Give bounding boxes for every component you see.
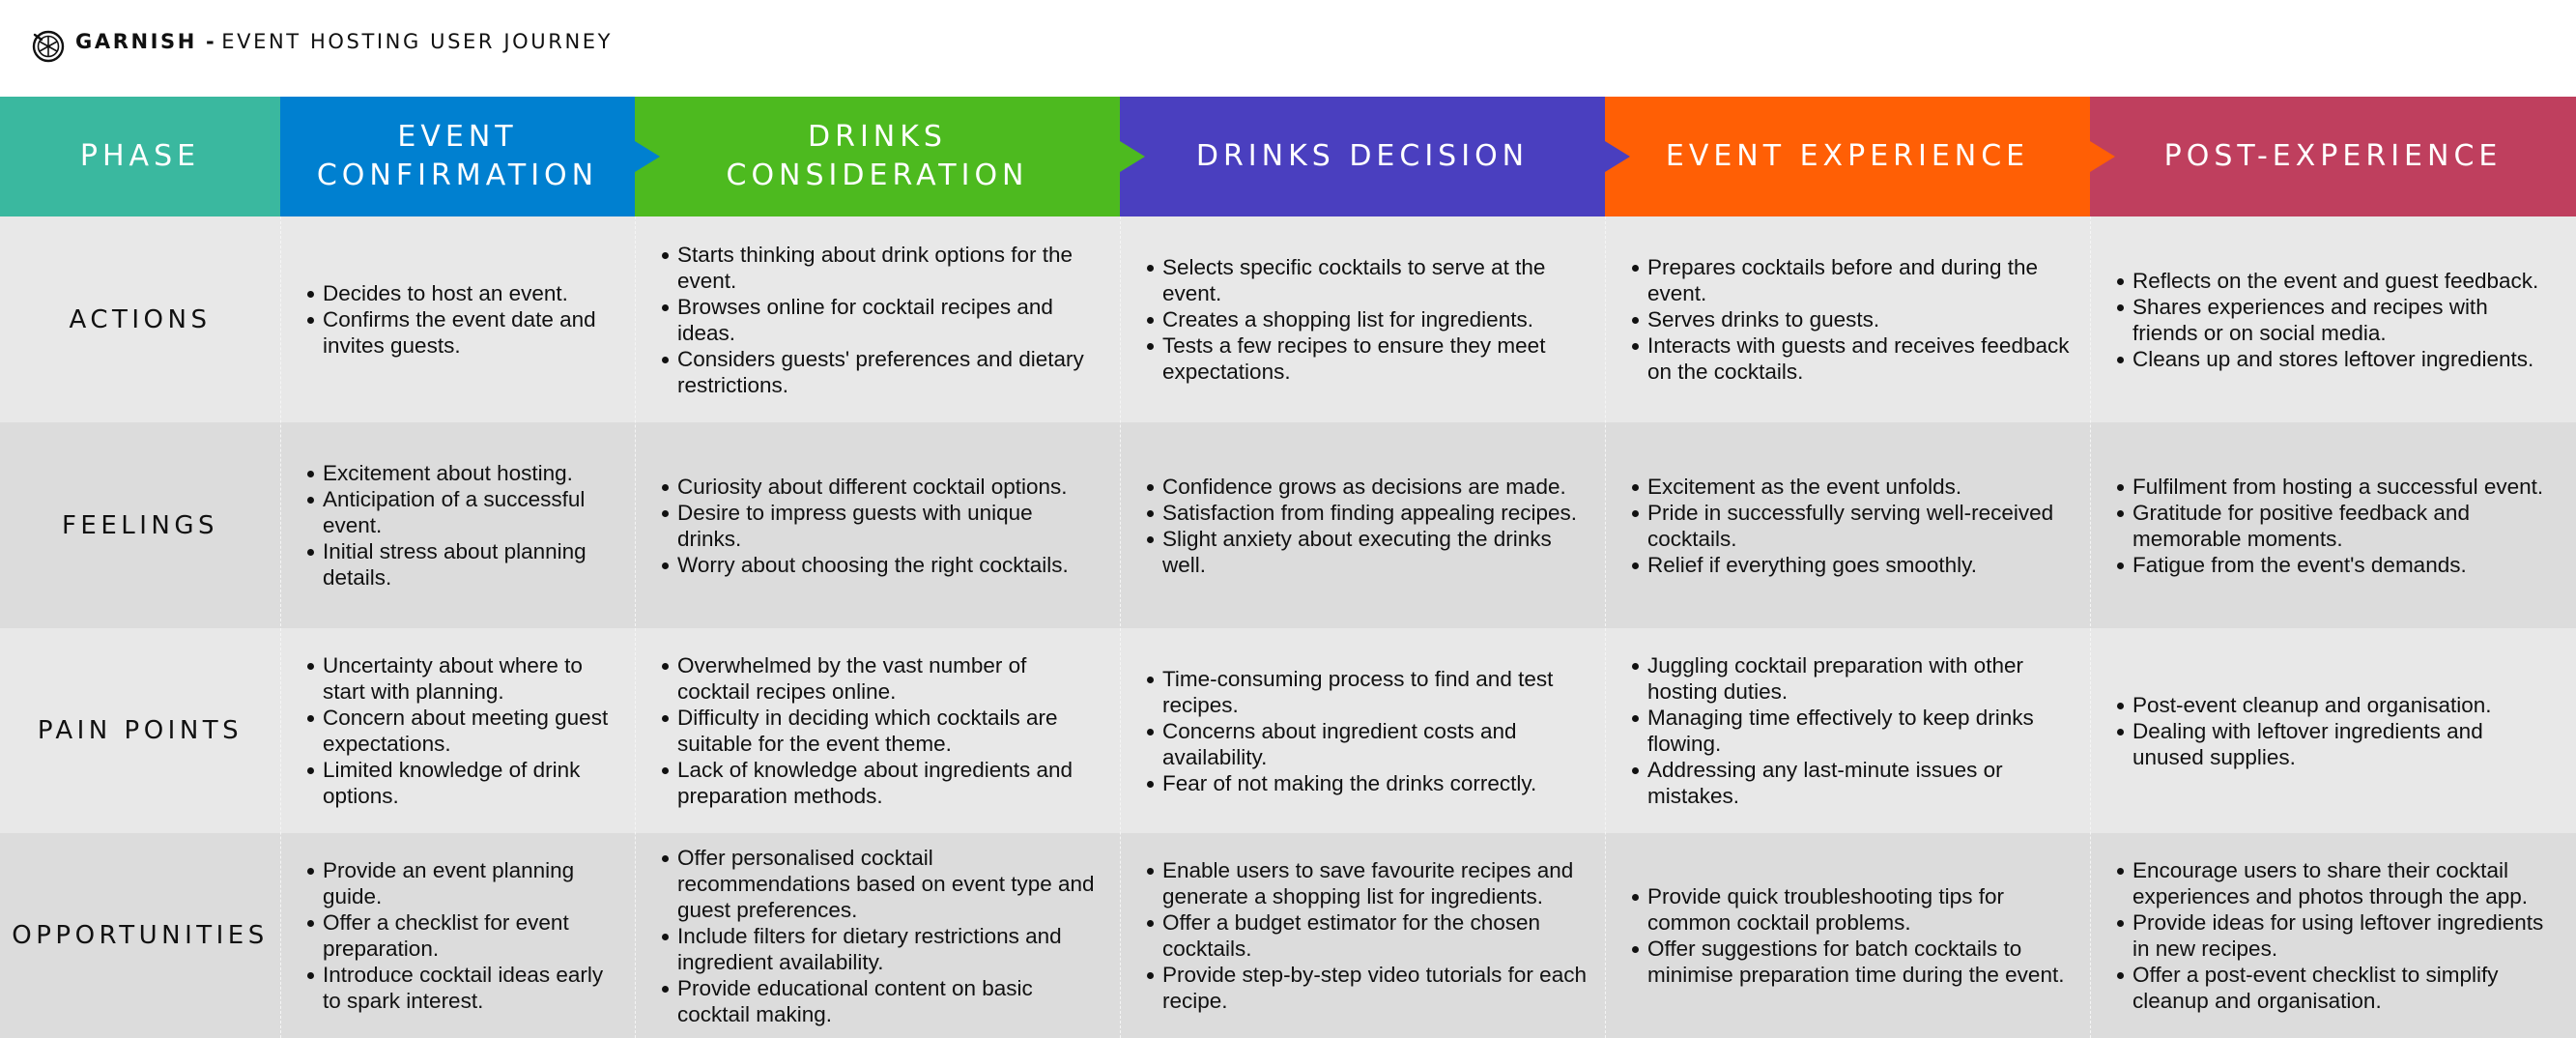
journey-cell: [280, 628, 635, 833]
list-item: Difficulty in deciding which cocktails are suitable for the event theme.: [658, 705, 1102, 757]
list-item: Excitement as the event unfolds.: [1628, 474, 2073, 500]
list-item: Limited knowledge of drink options.: [303, 757, 617, 809]
phase-header: PHASE: [0, 97, 280, 216]
list-item: Provide quick troubleshooting tips for common cocktail problems.: [1628, 883, 2073, 936]
row-label: PAIN POINTS: [37, 716, 243, 745]
list-item: Include filters for dietary restrictions and ingredient availability.: [658, 923, 1102, 975]
list-item: Considers guests' preferences and dietary restrictions.: [658, 346, 1102, 398]
row-label: OPPORTUNITIES: [12, 921, 269, 950]
list-item: Offer a checklist for event preparation.: [303, 909, 617, 962]
brand-name: GARNISH: [75, 30, 197, 53]
journey-cell: [1605, 833, 2090, 1038]
bullet-list: [2113, 474, 2559, 578]
list-item: Initial stress about planning details.: [303, 538, 617, 591]
bullet-list: [303, 652, 617, 809]
list-item: Desire to impress guests with unique drinks.: [658, 500, 1102, 552]
list-item: Reflects on the event and guest feedback.: [2113, 268, 2559, 294]
bullet-list: [1628, 254, 2073, 385]
bullet-list: [1143, 857, 1588, 1014]
journey-cell: [635, 628, 1120, 833]
list-item: Juggling cocktail preparation with other hosting duties.: [1628, 652, 2073, 705]
journey-cell: [1605, 422, 2090, 628]
phase-header-5: POST-EXPERIENCE: [2090, 97, 2576, 216]
journey-cell: [280, 216, 635, 422]
column-divider: [280, 216, 281, 1038]
list-item: Fear of not making the drinks correctly.: [1143, 770, 1588, 796]
list-item: Confirms the event date and invites guests.: [303, 306, 617, 359]
list-item: Concern about meeting guest expectations.: [303, 705, 617, 757]
bullet-list: [658, 242, 1102, 398]
journey-cell: [635, 833, 1120, 1038]
column-divider: [635, 216, 636, 1038]
phase-arrow-icon: [635, 141, 660, 172]
list-item: Provide educational content on basic cocktail making.: [658, 975, 1102, 1027]
bullet-list: [1628, 883, 2073, 988]
bullet-list: [2113, 268, 2559, 372]
row-label: ACTIONS: [69, 304, 212, 334]
phase-header-3: DRINKS DECISION: [1120, 97, 1605, 216]
list-item: Interacts with guests and receives feedback on the cocktails.: [1628, 332, 2073, 385]
phase-arrow-icon: [1120, 141, 1145, 172]
list-item: Encourage users to share their cocktail experiences and photos through the app.: [2113, 857, 2559, 909]
journey-cell: [635, 422, 1120, 628]
page-title: [75, 30, 613, 53]
list-item: Provide an event planning guide.: [303, 857, 617, 909]
bullet-list: [1143, 254, 1588, 385]
list-item: Offer personalised cocktail recommendations based on event type and guest preferences.: [658, 845, 1102, 923]
list-item: Gratitude for positive feedback and memorable moments.: [2113, 500, 2559, 552]
bullet-list: [1143, 474, 1588, 578]
journey-cell: [1120, 422, 1605, 628]
journey-cell: [2090, 216, 2576, 422]
list-item: Provide step-by-step video tutorials for each recipe.: [1143, 962, 1588, 1014]
list-item: Fulfilment from hosting a successful event.: [2113, 474, 2559, 500]
list-item: Anticipation of a successful event.: [303, 486, 617, 538]
bullet-list: [658, 474, 1102, 578]
list-item: Shares experiences and recipes with friends or on social media.: [2113, 294, 2559, 346]
bullet-list: [1628, 652, 2073, 809]
phase-header-4: EVENT EXPERIENCE: [1605, 97, 2090, 216]
list-item: Overwhelmed by the vast number of cocktail recipes online.: [658, 652, 1102, 705]
journey-cell: [1120, 216, 1605, 422]
journey-cell: [2090, 833, 2576, 1038]
list-item: Cleans up and stores leftover ingredients.: [2113, 346, 2559, 372]
list-item: Managing time effectively to keep drinks flowing.: [1628, 705, 2073, 757]
list-item: Creates a shopping list for ingredients.: [1143, 306, 1588, 332]
list-item: Selects specific cocktails to serve at the event.: [1143, 254, 1588, 306]
bullet-list: [2113, 692, 2559, 770]
list-item: Introduce cocktail ideas early to spark interest.: [303, 962, 617, 1014]
list-item: Relief if everything goes smoothly.: [1628, 552, 2073, 578]
bullet-list: [303, 857, 617, 1014]
list-item: Time-consuming process to find and test recipes.: [1143, 666, 1588, 718]
list-item: Confidence grows as decisions are made.: [1143, 474, 1588, 500]
list-item: Starts thinking about drink options for the event.: [658, 242, 1102, 294]
journey-cell: [280, 833, 635, 1038]
bullet-list: [658, 652, 1102, 809]
bullet-list: [658, 845, 1102, 1027]
list-item: Dealing with leftover ingredients and unused supplies.: [2113, 718, 2559, 770]
list-item: Enable users to save favourite recipes and generate a shopping list for ingredients.: [1143, 857, 1588, 909]
journey-subtitle: EVENT HOSTING USER JOURNEY: [221, 30, 614, 53]
list-item: Offer a budget estimator for the chosen cocktails.: [1143, 909, 1588, 962]
list-item: Curiosity about different cocktail options.: [658, 474, 1102, 500]
journey-cell: [1605, 628, 2090, 833]
bullet-list: [303, 280, 617, 359]
phase-header-1: EVENT CONFIRMATION: [280, 97, 635, 216]
phase-header-2: DRINKS CONSIDERATION: [635, 97, 1120, 216]
list-item: Concerns about ingredient costs and availability.: [1143, 718, 1588, 770]
journey-cell: [2090, 422, 2576, 628]
list-item: Prepares cocktails before and during the event.: [1628, 254, 2073, 306]
phase-arrow-icon: [1605, 141, 1630, 172]
list-item: Browses online for cocktail recipes and ideas.: [658, 294, 1102, 346]
bullet-list: [1628, 474, 2073, 578]
list-item: Slight anxiety about executing the drinks well.: [1143, 526, 1588, 578]
title-separator: -: [205, 30, 217, 53]
journey-cell: [1120, 833, 1605, 1038]
bullet-list: [2113, 857, 2559, 1014]
list-item: Addressing any last-minute issues or mistakes.: [1628, 757, 2073, 809]
journey-map-grid: [0, 97, 2576, 1038]
list-item: Excitement about hosting.: [303, 460, 617, 486]
list-item: Lack of knowledge about ingredients and preparation methods.: [658, 757, 1102, 809]
column-divider: [2090, 216, 2091, 1038]
top-bar: [0, 0, 2576, 97]
list-item: Tests a few recipes to ensure they meet expectations.: [1143, 332, 1588, 385]
journey-cell: [280, 422, 635, 628]
list-item: Offer suggestions for batch cocktails to minimise preparation time during the event.: [1628, 936, 2073, 988]
column-divider: [1605, 216, 1606, 1038]
column-divider: [1120, 216, 1121, 1038]
journey-cell: [1605, 216, 2090, 422]
list-item: Satisfaction from finding appealing recipes.: [1143, 500, 1588, 526]
lime-slice-icon: [31, 29, 66, 64]
bullet-list: [1143, 666, 1588, 796]
list-item: Post-event cleanup and organisation.: [2113, 692, 2559, 718]
journey-cell: [1120, 628, 1605, 833]
journey-cell: [2090, 628, 2576, 833]
list-item: Decides to host an event.: [303, 280, 617, 306]
list-item: Pride in successfully serving well-received cocktails.: [1628, 500, 2073, 552]
list-item: Fatigue from the event's demands.: [2113, 552, 2559, 578]
journey-cell: [635, 216, 1120, 422]
list-item: Provide ideas for using leftover ingredients in new recipes.: [2113, 909, 2559, 962]
list-item: Worry about choosing the right cocktails.: [658, 552, 1102, 578]
list-item: Serves drinks to guests.: [1628, 306, 2073, 332]
phase-arrow-icon: [2090, 141, 2115, 172]
row-label: FEELINGS: [61, 510, 219, 540]
list-item: Uncertainty about where to start with planning.: [303, 652, 617, 705]
list-item: Offer a post-event checklist to simplify cleanup and organisation.: [2113, 962, 2559, 1014]
bullet-list: [303, 460, 617, 591]
